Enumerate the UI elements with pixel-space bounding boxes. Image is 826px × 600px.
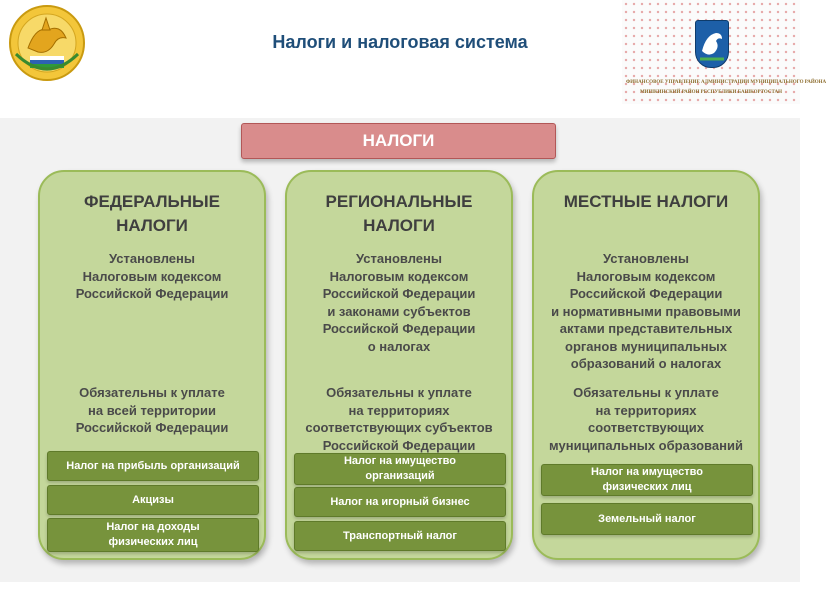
tax-item[interactable]: Налог на имущество физических лиц [541, 464, 753, 496]
column-obligation-text: Обязательны к уплате на территориях соответствующих субъектов Российской Федерации [305, 385, 493, 453]
page-title: Налоги и налоговая система [272, 32, 528, 52]
shield-icon [695, 20, 729, 68]
org-name-line1: ФИНАНСОВОЕ УПРАВЛЕНИЕ АДМИНИСТРАЦИИ МУНИЦИПАЛЬНОГО РАЙОНА [626, 80, 826, 85]
tax-item[interactable]: Налог на доходы физических лиц [47, 518, 259, 552]
tax-item[interactable]: Земельный налог [541, 503, 753, 535]
tax-item[interactable]: Налог на имущество организаций [294, 453, 506, 485]
org-name-line2: МИШКИНСКИЙ РАЙОН РЕСПУБЛИКИ БАШКОРТОСТАН [639, 90, 783, 95]
column-established-text: Установлены Налоговым кодексом Российской Федерации и законами субъектов Российской Федерации о налогах [322, 251, 476, 354]
district-emblem [622, 0, 826, 104]
column-established-text: Установлены Налоговым кодексом Российской Федерации [75, 251, 229, 301]
tax-item[interactable]: Акцизы [47, 485, 259, 515]
column-established-text: Установлены Налоговым кодексом Российской Федерации и нормативными правовыми актами представительных органов муниципальных образований о налогах [551, 251, 741, 371]
column-obligation-text: Обязательны к уплате на всей территории Российской Федерации [75, 385, 229, 435]
tax-item[interactable]: Налог на игорный бизнес [294, 487, 506, 517]
column-title: РЕГИОНАЛЬНЫЕ НАЛОГИ [325, 192, 473, 235]
column-obligation-text: Обязательны к уплате на территориях соответствующих муниципальных образований [549, 385, 743, 453]
regional-taxes-column [285, 170, 513, 560]
tax-item[interactable]: Налог на прибыль организаций [47, 451, 259, 481]
taxes-header: НАЛОГИ [241, 123, 556, 159]
local-taxes-column [532, 170, 760, 560]
federal-taxes-column [38, 170, 266, 560]
column-title: ФЕДЕРАЛЬНЫЕ НАЛОГИ [83, 192, 221, 235]
column-title: МЕСТНЫЕ НАЛОГИ [563, 192, 729, 211]
tax-item[interactable]: Транспортный налог [294, 521, 506, 551]
bashkortostan-emblem [8, 4, 86, 82]
